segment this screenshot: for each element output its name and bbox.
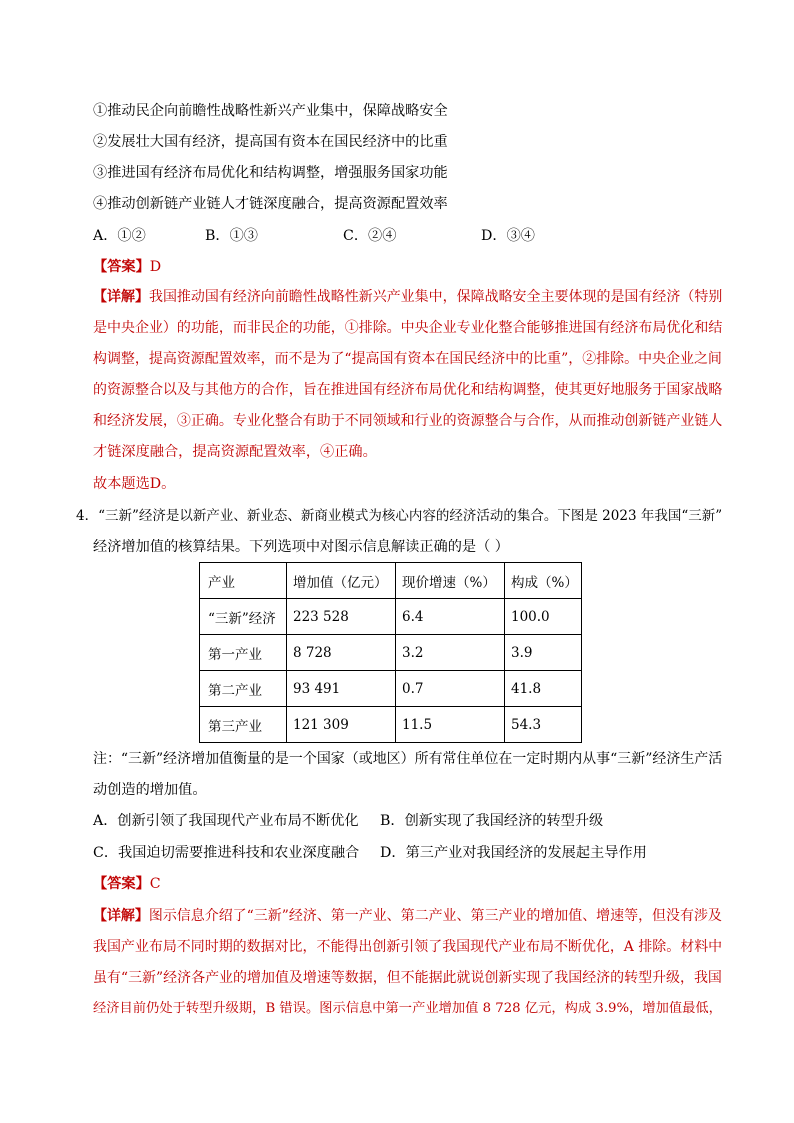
detail-line-2: 是中央企业）的功能，而非民企的功能，①排除。中央企业专业化整合能够推进国有经济布局优化和结	[93, 320, 723, 336]
table-cell: 第一产业	[200, 635, 287, 671]
table-header-row	[200, 563, 582, 599]
answer-value: C	[149, 876, 161, 892]
option-statement-3: ③推进国有经济布局优化和结构调整，增强服务国家功能	[93, 165, 448, 181]
table-header-cell: 现价增速（%）	[396, 563, 505, 599]
option-statement-1: ①推动民企向前瞻性战略性新兴产业集中，保障战略安全	[93, 103, 448, 119]
data-table	[199, 562, 582, 743]
detail-line-3: 构调整，提高资源配置效率，而不是为了“提高国有资本在国民经济中的比重”，②排除。中央企业之间	[93, 351, 722, 367]
question-stem-line-1	[76, 506, 722, 526]
answer-label: 【答案】	[93, 876, 150, 892]
detail-line-4: 的资源整合以及与其他方的合作，旨在推进国有经济布局优化和结构调整，使其更好地服务于国家战略	[93, 382, 723, 398]
choice-c: C．②④	[343, 228, 397, 244]
choice-d: D．第三产业对我国经济的发展起主导作用	[380, 845, 647, 861]
table-header-cell: 增加值（亿元）	[287, 563, 396, 599]
choice-b: B．创新实现了我国经济的转型升级	[380, 813, 604, 829]
choice-options	[93, 226, 535, 246]
answer-line	[93, 874, 161, 894]
note-line-2: 动创造的增加值。	[93, 782, 207, 798]
table-row	[200, 707, 582, 743]
choice-c: C．我国迫切需要推进科技和农业深度融合	[93, 845, 360, 861]
detail-line-1	[93, 287, 722, 307]
question-number: 4．	[76, 508, 99, 524]
question-stem-text: “三新”经济是以新产业、新业态、新商业模式为核心内容的经济活动的集合。下图是 2023 年我国“三新”	[98, 508, 723, 524]
table-cell: 第二产业	[200, 671, 287, 707]
detail-line-2: 我国产业布局不同时期的数据对比，不能得出创新引领了我国现代产业布局不断优化，A 排除。材料中	[93, 939, 723, 955]
option-statement-2: ②发展壮大国有经济，提高国有资本在国民经济中的比重	[93, 134, 448, 150]
answer-line	[93, 257, 161, 277]
table-row	[200, 635, 582, 671]
choice-d: D．③④	[481, 228, 535, 244]
detail-line-3: 虽有“三新”经济各产业的增加值及增速等数据，但不能据此就说创新实现了我国经济的转型升级，我国	[93, 970, 722, 986]
table-cell: 第三产业	[200, 707, 287, 743]
choice-a: A．创新引领了我国现代产业布局不断优化	[93, 813, 359, 829]
detail-text: 我国推动国有经济向前瞻性战略性新兴产业集中，保障战略安全主要体现的是国有经济（特别	[148, 289, 723, 305]
detail-line-1	[93, 906, 722, 926]
answer-value: D	[149, 259, 162, 275]
choice-a: A．①②	[93, 228, 146, 244]
detail-text: 图示信息介绍了“三新”经济、第一产业、第二产业、第三产业的增加值、增速等，但没有涉及	[148, 908, 722, 924]
table-cell: 3.9	[505, 635, 582, 671]
conclusion-line: 故本题选D。	[93, 476, 176, 492]
question-stem-line-2: 经济增加值的核算结果。下列选项中对图示信息解读正确的是（ ）	[93, 539, 509, 555]
detail-line-6: 才链深度融合，提高资源配置效率，④正确。	[93, 444, 377, 460]
table-cell: 8 728	[287, 635, 396, 671]
table-row	[200, 599, 582, 635]
table-cell: 54.3	[505, 707, 582, 743]
table-cell: 11.5	[396, 707, 505, 743]
detail-line-5: 和经济发展，③正确。专业化整合有助于不同领域和行业的资源整合与合作，从而推动创新链产业链人	[93, 413, 723, 429]
table-cell: 6.4	[396, 599, 505, 635]
table-header-cell: 构成（%）	[505, 563, 582, 599]
table-row	[200, 671, 582, 707]
answer-label: 【答案】	[93, 259, 150, 275]
table-cell: 223 528	[287, 599, 396, 635]
table-cell: 93 491	[287, 671, 396, 707]
table-header-cell: 产业	[200, 563, 287, 599]
table-cell: 0.7	[396, 671, 505, 707]
detail-label: 【详解】	[93, 289, 149, 305]
note-line-1: 注：“三新”经济增加值衡量的是一个国家（或地区）所有常住单位在一定时期内从事“三新”经济生产活	[93, 751, 723, 767]
option-statement-4: ④推动创新链产业链人才链深度融合，提高资源配置效率	[93, 196, 448, 212]
detail-label: 【详解】	[93, 908, 149, 924]
table-cell: “三新”经济	[200, 599, 287, 635]
table-cell: 100.0	[505, 599, 582, 635]
table-cell: 41.8	[505, 671, 582, 707]
detail-line-4: 经济目前仍处于转型升级期，B 错误。图示信息中第一产业增加值 8 728 亿元，构成 3.9%，增加值最低，	[93, 1001, 722, 1016]
choice-row-2	[93, 843, 647, 863]
table-cell: 121 309	[287, 707, 396, 743]
choice-b: B．①③	[205, 228, 258, 244]
choice-row-1	[93, 811, 603, 831]
table-cell: 3.2	[396, 635, 505, 671]
